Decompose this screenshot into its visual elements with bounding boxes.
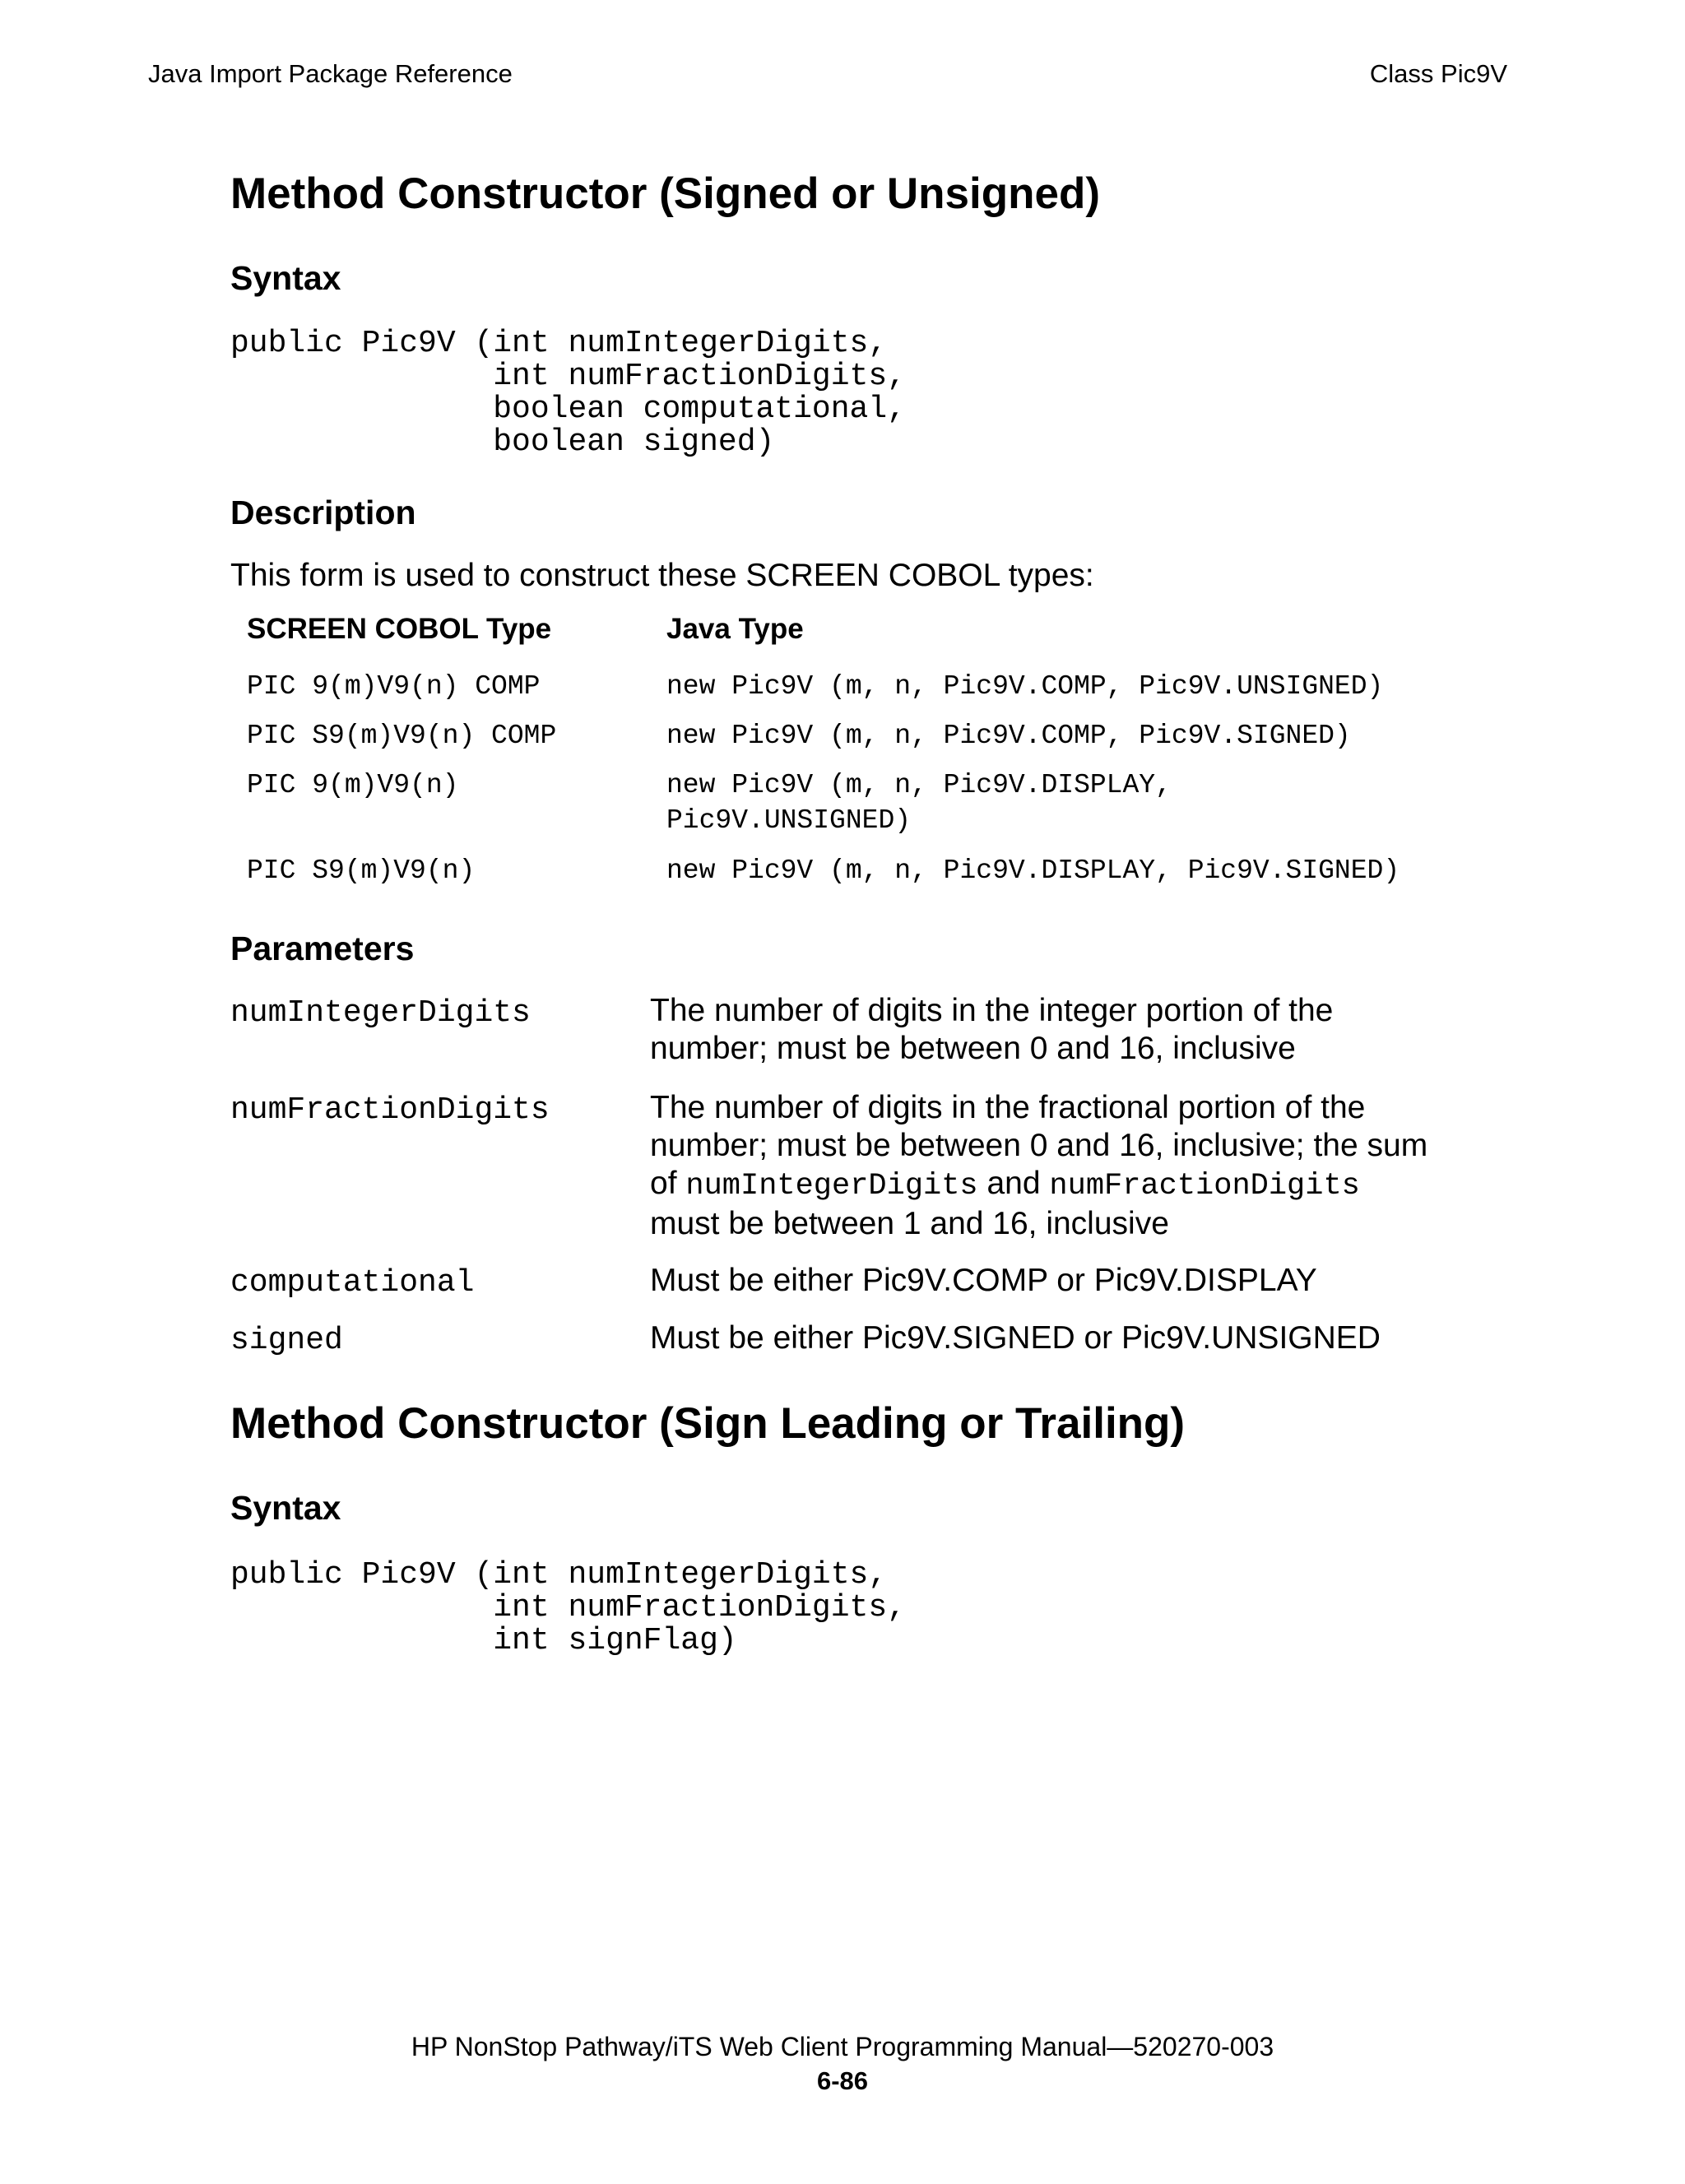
param-name: computational: [230, 1265, 475, 1301]
table-cell-cobol: PIC S9(m)V9(n) COMP: [247, 721, 557, 751]
footer-page-number: 6-86: [816, 2066, 869, 2095]
table-cell-java: new Pic9V (m, n, Pic9V.COMP, Pic9V.UNSIGNED): [666, 671, 1384, 702]
section-title-signed-unsigned: Method Constructor (Signed or Unsigned): [230, 169, 1100, 218]
footer-manual-title: HP NonStop Pathway/iTS Web Client Programming Manual—520270-003: [411, 2032, 1274, 2061]
param-name: numIntegerDigits: [230, 995, 531, 1031]
section-title-sign-leading-trailing: Method Constructor (Sign Leading or Trailing): [230, 1399, 1186, 1448]
param-desc-line: Must be either Pic9V.COMP or Pic9V.DISPLAY: [650, 1263, 1317, 1298]
param-desc-word: of: [650, 1166, 677, 1201]
param-desc-line: [650, 1165, 1489, 1205]
table-cell-cobol: PIC 9(m)V9(n) COMP: [247, 671, 541, 702]
param-description: [650, 1319, 1489, 1357]
param-description: [650, 1262, 1489, 1300]
table-cell-java: new Pic9V (m, n, Pic9V.COMP, Pic9V.SIGNED): [666, 721, 1351, 751]
param-desc-line: must be between 1 and 16, inclusive: [650, 1206, 1169, 1241]
param-desc-word: and: [986, 1166, 1041, 1201]
param-code-ref: numIntegerDigits: [685, 1169, 978, 1203]
syntax-code-block: public Pic9V (int numIntegerDigits, int numFractionDigits, int signFlag): [230, 1557, 906, 1658]
running-header-left: Java Import Package Reference: [148, 59, 513, 88]
param-name: numFractionDigits: [230, 1092, 550, 1128]
table-cell-java: new Pic9V (m, n, Pic9V.DISPLAY, Pic9V.UNSIGNED): [666, 770, 1172, 836]
param-desc-line: number; must be between 0 and 16, inclusive; the sum: [650, 1128, 1428, 1163]
syntax-heading: Syntax: [230, 1489, 341, 1527]
description-text: This form is used to construct these SCREEN COBOL types:: [230, 558, 1094, 593]
param-description: [650, 992, 1489, 1068]
param-description: [650, 1089, 1489, 1243]
table-header-java-type: Java Type: [666, 613, 804, 645]
param-code-ref: numFractionDigits: [1049, 1169, 1360, 1203]
table-cell-java: new Pic9V (m, n, Pic9V.DISPLAY, Pic9V.SIGNED): [666, 856, 1400, 886]
param-name: signed: [230, 1323, 343, 1358]
running-header-right: Class Pic9V: [1369, 59, 1507, 88]
param-desc-line: The number of digits in the fractional portion of the: [650, 1090, 1366, 1125]
syntax-code-block: public Pic9V (int numIntegerDigits, int numFractionDigits, boolean computational, boolean signed): [230, 326, 906, 460]
table-cell-cobol: PIC S9(m)V9(n): [247, 856, 476, 886]
syntax-heading: Syntax: [230, 259, 341, 297]
description-heading: Description: [230, 494, 416, 531]
table-cell-cobol: PIC 9(m)V9(n): [247, 770, 459, 800]
param-desc-line: number; must be between 0 and 16, inclusive: [650, 1031, 1296, 1066]
param-desc-line: Must be either Pic9V.SIGNED or Pic9V.UNSIGNED: [650, 1320, 1381, 1356]
param-desc-line: The number of digits in the integer portion of the: [650, 993, 1334, 1028]
table-header-cobol-type: SCREEN COBOL Type: [247, 613, 552, 645]
parameters-heading: Parameters: [230, 930, 415, 967]
